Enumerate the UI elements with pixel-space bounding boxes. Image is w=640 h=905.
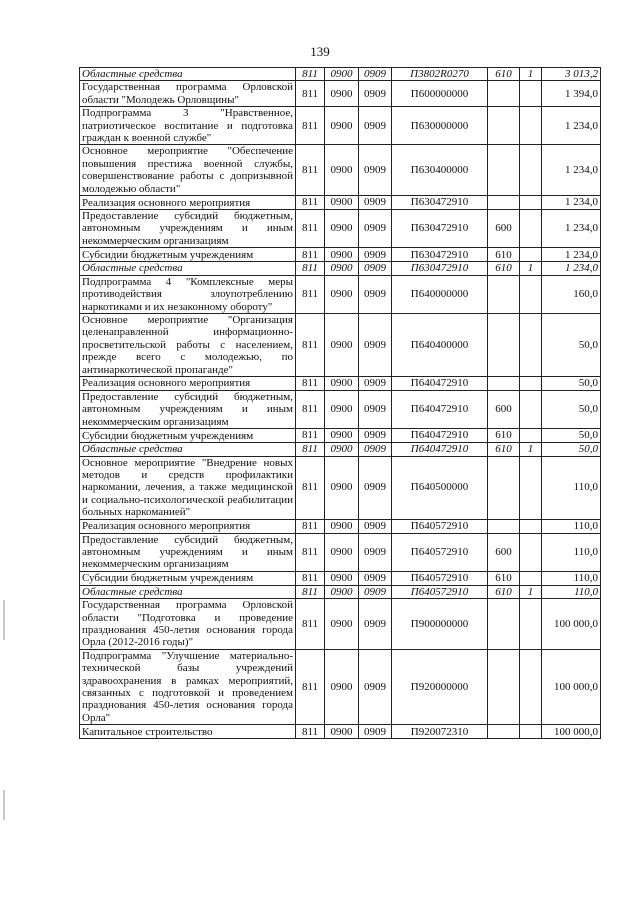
row-name-cell: Реализация основного мероприятия [80,196,296,210]
section-code-cell: 0900 [325,649,359,724]
target-article-code-cell: П630472910 [392,210,488,248]
funding-source-code-cell [520,649,542,724]
funding-source-code-cell: 1 [520,443,542,456]
expense-type-code-cell: 610 [488,429,520,443]
ministry-code-cell: 811 [296,313,325,376]
funding-source-code-cell [520,376,542,390]
section-code-cell: 0900 [325,376,359,390]
row-name-cell: Основное мероприятие "Организация целенаправленной информационно-просветительской работы с населением, прежде всего с молодежью, по антинаркотической пропаганде" [80,313,296,376]
ministry-code-cell: 811 [296,585,325,598]
amount-cell: 100 000,0 [542,599,601,650]
ministry-code-cell: 811 [296,145,325,196]
ministry-code-cell: 811 [296,81,325,107]
table-row [80,313,601,376]
target-article-code-cell: П920000000 [392,649,488,724]
subsection-code-cell: 0909 [359,390,392,428]
funding-source-code-cell [520,390,542,428]
row-name-cell: Государственная программа Орловской области "Подготовка и проведение празднования 450-летия основания города Орла (2012-2016 годы)" [80,599,296,650]
row-name-cell: Подпрограмма 3 "Нравственное, патриотическое воспитание и подготовка граждан к военной службе" [80,107,296,145]
row-name-cell: Предоставление субсидий бюджетным, автономным учреждениям и иным некоммерческим организациям [80,533,296,571]
ministry-code-cell: 811 [296,376,325,390]
table-row [80,68,601,81]
funding-source-code-cell: 1 [520,585,542,598]
row-name-cell: Основное мероприятие "Обеспечение повышения престижа военной службы, совершенствование работы с допризывной молодежью области" [80,145,296,196]
expense-type-code-cell: 610 [488,443,520,456]
target-article-code-cell: П640472910 [392,429,488,443]
subsection-code-cell: 0909 [359,210,392,248]
row-name-cell: Предоставление субсидий бюджетным, автономным учреждениям и иным некоммерческим организациям [80,210,296,248]
ministry-code-cell: 811 [296,725,325,739]
table-row [80,585,601,598]
table-row [80,725,601,739]
expense-type-code-cell [488,313,520,376]
row-name-cell: Подпрограмма 4 "Комплексные меры противодействия злоупотреблению наркотиками и их незаконному обороту" [80,275,296,313]
section-code-cell: 0900 [325,248,359,262]
funding-source-code-cell [520,210,542,248]
funding-source-code-cell [520,519,542,533]
amount-cell: 110,0 [542,533,601,571]
section-code-cell: 0900 [325,390,359,428]
expense-type-code-cell: 610 [488,585,520,598]
ministry-code-cell: 811 [296,275,325,313]
table-row [80,599,601,650]
funding-source-code-cell [520,275,542,313]
table-row [80,145,601,196]
target-article-code-cell: П640472910 [392,376,488,390]
budget-table-body [80,68,601,739]
target-article-code-cell: П900000000 [392,599,488,650]
amount-cell: 1 234,0 [542,248,601,262]
section-code-cell: 0900 [325,456,359,519]
table-row [80,275,601,313]
row-name-cell: Областные средства [80,68,296,81]
expense-type-code-cell [488,145,520,196]
expense-type-code-cell: 600 [488,533,520,571]
amount-cell: 1 234,0 [542,262,601,275]
amount-cell: 50,0 [542,443,601,456]
section-code-cell: 0900 [325,81,359,107]
row-name-cell: Государственная программа Орловской области "Молодежь Орловщины" [80,81,296,107]
row-name-cell: Субсидии бюджетным учреждениям [80,571,296,585]
subsection-code-cell: 0909 [359,68,392,81]
subsection-code-cell: 0909 [359,275,392,313]
subsection-code-cell: 0909 [359,585,392,598]
target-article-code-cell: П640500000 [392,456,488,519]
expense-type-code-cell [488,519,520,533]
expense-type-code-cell [488,456,520,519]
section-code-cell: 0900 [325,725,359,739]
target-article-code-cell: П640572910 [392,519,488,533]
target-article-code-cell: П640000000 [392,275,488,313]
section-code-cell: 0900 [325,429,359,443]
target-article-code-cell: П630000000 [392,107,488,145]
target-article-code-cell: П640572910 [392,533,488,571]
table-row [80,533,601,571]
table-row [80,262,601,275]
ministry-code-cell: 811 [296,533,325,571]
amount-cell: 110,0 [542,519,601,533]
table-row [80,210,601,248]
table-row [80,443,601,456]
subsection-code-cell: 0909 [359,456,392,519]
target-article-code-cell: П3802R0270 [392,68,488,81]
row-name-cell: Подпрограмма "Улучшение материально-технической базы учреждений здравоохранения в рамках мероприятий, связанных с подготовкой и проведением празднования 450-летия основания города Орла" [80,649,296,724]
funding-source-code-cell [520,725,542,739]
row-name-cell: Реализация основного мероприятия [80,376,296,390]
section-code-cell: 0900 [325,68,359,81]
funding-source-code-cell [520,456,542,519]
row-name-cell: Областные средства [80,585,296,598]
amount-cell: 3 013,2 [542,68,601,81]
subsection-code-cell: 0909 [359,248,392,262]
section-code-cell: 0900 [325,313,359,376]
funding-source-code-cell [520,145,542,196]
ministry-code-cell: 811 [296,196,325,210]
row-name-cell: Предоставление субсидий бюджетным, автономным учреждениям и иным некоммерческим организациям [80,390,296,428]
target-article-code-cell: П630472910 [392,248,488,262]
table-row [80,649,601,724]
subsection-code-cell: 0909 [359,599,392,650]
row-name-cell: Областные средства [80,443,296,456]
funding-source-code-cell [520,571,542,585]
table-row [80,107,601,145]
funding-source-code-cell [520,81,542,107]
section-code-cell: 0900 [325,107,359,145]
expense-type-code-cell: 600 [488,390,520,428]
target-article-code-cell: П640472910 [392,390,488,428]
table-row [80,81,601,107]
funding-source-code-cell: 1 [520,68,542,81]
subsection-code-cell: 0909 [359,376,392,390]
amount-cell: 50,0 [542,429,601,443]
ministry-code-cell: 811 [296,262,325,275]
target-article-code-cell: П630472910 [392,262,488,275]
amount-cell: 1 234,0 [542,196,601,210]
section-code-cell: 0900 [325,519,359,533]
section-code-cell: 0900 [325,443,359,456]
amount-cell: 50,0 [542,376,601,390]
funding-source-code-cell [520,107,542,145]
subsection-code-cell: 0909 [359,443,392,456]
expense-type-code-cell [488,275,520,313]
target-article-code-cell: П630472910 [392,196,488,210]
expense-type-code-cell [488,196,520,210]
ministry-code-cell: 811 [296,107,325,145]
subsection-code-cell: 0909 [359,429,392,443]
table-row [80,196,601,210]
amount-cell: 100 000,0 [542,649,601,724]
ministry-code-cell: 811 [296,571,325,585]
section-code-cell: 0900 [325,275,359,313]
amount-cell: 110,0 [542,571,601,585]
expense-type-code-cell: 600 [488,210,520,248]
row-name-cell: Субсидии бюджетным учреждениям [80,248,296,262]
subsection-code-cell: 0909 [359,725,392,739]
expense-type-code-cell [488,81,520,107]
row-name-cell: Реализация основного мероприятия [80,519,296,533]
section-code-cell: 0900 [325,210,359,248]
subsection-code-cell: 0909 [359,81,392,107]
funding-source-code-cell: 1 [520,262,542,275]
section-code-cell: 0900 [325,262,359,275]
ministry-code-cell: 811 [296,390,325,428]
ministry-code-cell: 811 [296,443,325,456]
funding-source-code-cell [520,533,542,571]
amount-cell: 50,0 [542,390,601,428]
amount-cell: 1 234,0 [542,145,601,196]
target-article-code-cell: П600000000 [392,81,488,107]
subsection-code-cell: 0909 [359,533,392,571]
ministry-code-cell: 811 [296,210,325,248]
target-article-code-cell: П640572910 [392,585,488,598]
row-name-cell: Субсидии бюджетным учреждениям [80,429,296,443]
funding-source-code-cell [520,313,542,376]
ministry-code-cell: 811 [296,68,325,81]
amount-cell: 160,0 [542,275,601,313]
table-row [80,456,601,519]
amount-cell: 1 394,0 [542,81,601,107]
page-number: 139 [310,44,330,59]
target-article-code-cell: П920072310 [392,725,488,739]
funding-source-code-cell [520,599,542,650]
section-code-cell: 0900 [325,196,359,210]
table-row [80,519,601,533]
subsection-code-cell: 0909 [359,107,392,145]
target-article-code-cell: П640572910 [392,571,488,585]
amount-cell: 100 000,0 [542,725,601,739]
expense-type-code-cell [488,649,520,724]
target-article-code-cell: П640400000 [392,313,488,376]
margin-mark [3,790,5,820]
expense-type-code-cell: 610 [488,68,520,81]
expense-type-code-cell [488,376,520,390]
ministry-code-cell: 811 [296,519,325,533]
margin-mark [3,600,5,640]
subsection-code-cell: 0909 [359,313,392,376]
ministry-code-cell: 811 [296,248,325,262]
table-row [80,390,601,428]
section-code-cell: 0900 [325,533,359,571]
table-row [80,376,601,390]
row-name-cell: Основное мероприятие "Внедрение новых методов и средств профилактики наркомании, лечения, а также медицинской и социально-психологической реабилитации больных наркоманией" [80,456,296,519]
funding-source-code-cell [520,196,542,210]
subsection-code-cell: 0909 [359,571,392,585]
section-code-cell: 0900 [325,571,359,585]
amount-cell: 1 234,0 [542,210,601,248]
subsection-code-cell: 0909 [359,519,392,533]
expense-type-code-cell: 610 [488,571,520,585]
section-code-cell: 0900 [325,599,359,650]
ministry-code-cell: 811 [296,429,325,443]
subsection-code-cell: 0909 [359,262,392,275]
table-row [80,248,601,262]
target-article-code-cell: П630400000 [392,145,488,196]
amount-cell: 50,0 [542,313,601,376]
row-name-cell: Капитальное строительство [80,725,296,739]
expense-type-code-cell [488,107,520,145]
subsection-code-cell: 0909 [359,145,392,196]
expense-type-code-cell [488,725,520,739]
expense-type-code-cell [488,599,520,650]
budget-table [79,67,601,739]
table-row [80,429,601,443]
ministry-code-cell: 811 [296,599,325,650]
amount-cell: 1 234,0 [542,107,601,145]
section-code-cell: 0900 [325,585,359,598]
funding-source-code-cell [520,429,542,443]
expense-type-code-cell: 610 [488,262,520,275]
subsection-code-cell: 0909 [359,196,392,210]
funding-source-code-cell [520,248,542,262]
target-article-code-cell: П640472910 [392,443,488,456]
subsection-code-cell: 0909 [359,649,392,724]
amount-cell: 110,0 [542,585,601,598]
section-code-cell: 0900 [325,145,359,196]
amount-cell: 110,0 [542,456,601,519]
expense-type-code-cell: 610 [488,248,520,262]
table-row [80,571,601,585]
ministry-code-cell: 811 [296,649,325,724]
row-name-cell: Областные средства [80,262,296,275]
ministry-code-cell: 811 [296,456,325,519]
